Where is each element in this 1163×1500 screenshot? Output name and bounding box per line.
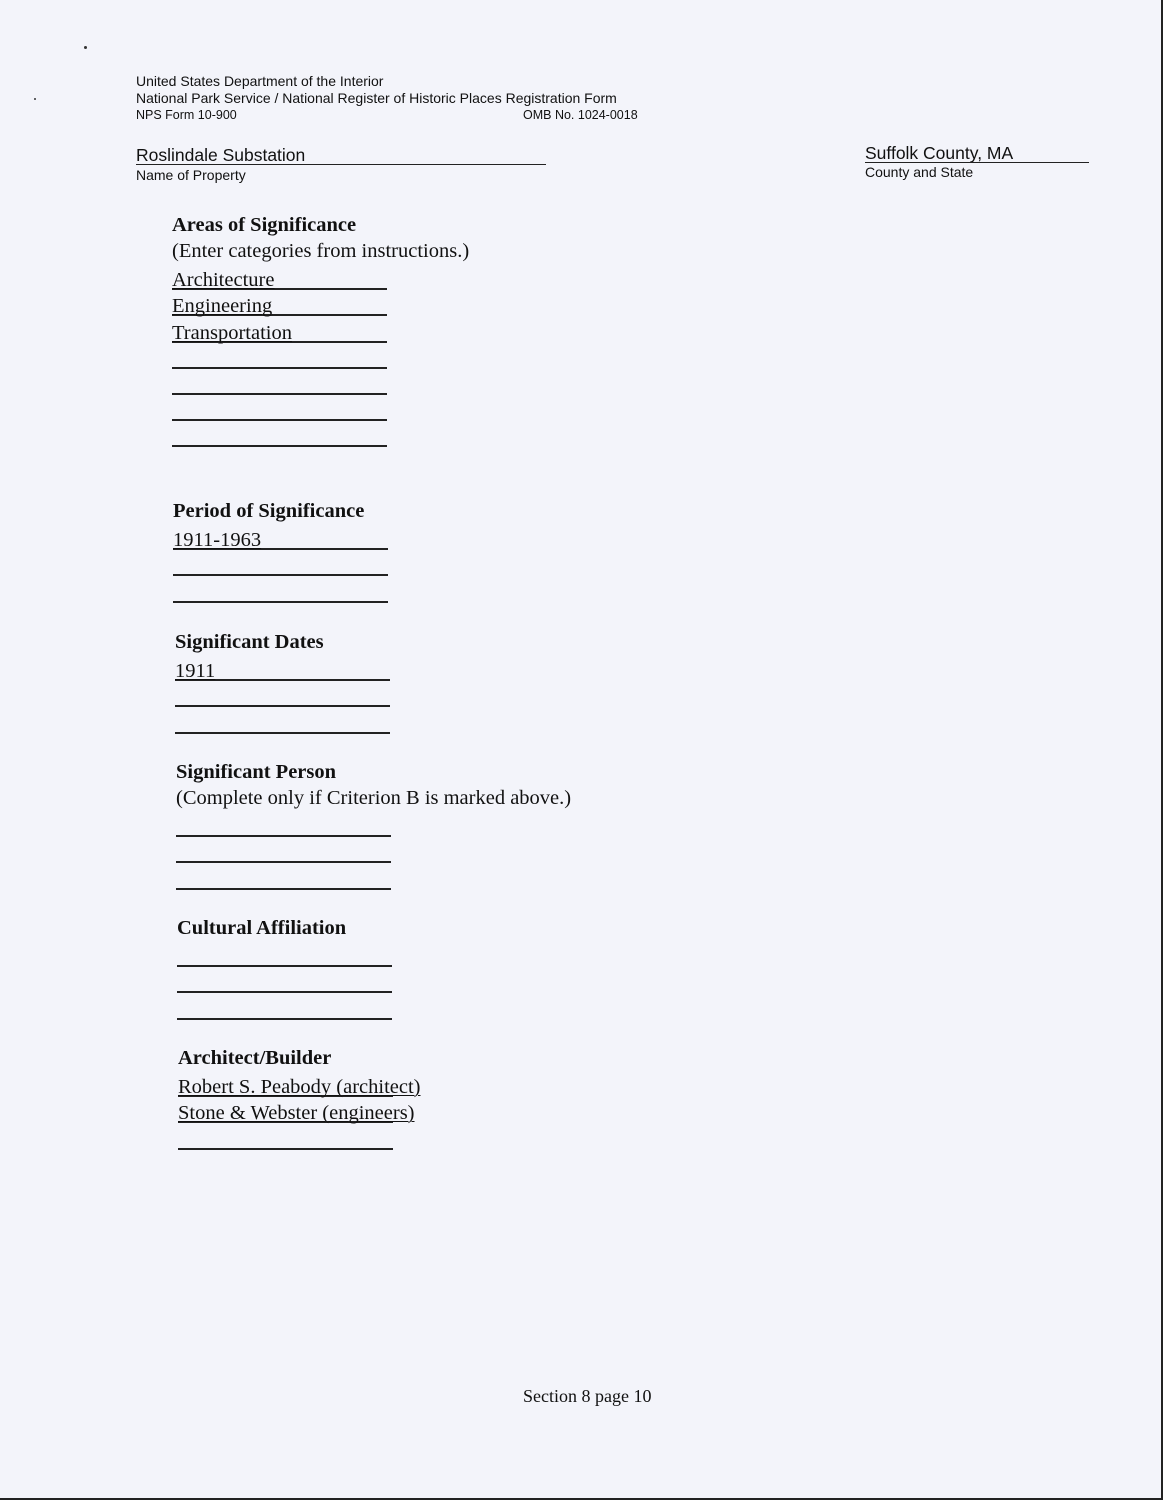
significant-person-section (176, 759, 571, 890)
cultural-title: Cultural Affiliation (177, 917, 347, 939)
person-entry (176, 837, 391, 863)
scan-speck (34, 98, 36, 100)
dates-title: Significant Dates (175, 631, 324, 653)
areas-of-significance-section (172, 212, 469, 447)
person-title: Significant Person (176, 761, 337, 783)
period-entry (173, 550, 388, 576)
property-name-caption: Name of Property (136, 167, 246, 183)
agency-line: United States Department of the Interior (136, 73, 384, 89)
areas-title: Areas of Significance (172, 214, 357, 236)
architect-entry: Stone & Webster (engineers) (178, 1097, 393, 1123)
dates-entry (175, 707, 390, 733)
period-title: Period of Significance (173, 500, 365, 522)
person-entry (176, 863, 391, 889)
county-state: Suffolk County, MA (865, 143, 1014, 163)
county-state-underline (865, 162, 1089, 163)
cultural-affiliation-section (177, 915, 392, 1020)
significant-dates-section (175, 629, 390, 734)
areas-entry (172, 343, 387, 369)
form-title-line: National Park Service / National Register of Historic Places Registration Form (136, 90, 617, 106)
architect-title: Architect/Builder (178, 1047, 332, 1069)
areas-entry: Engineering (172, 290, 387, 316)
scan-speck (84, 46, 87, 49)
dates-entry (175, 681, 390, 707)
architect-entry: Robert S. Peabody (architect) (178, 1071, 393, 1097)
period-of-significance-section (173, 498, 388, 603)
cultural-entry (177, 967, 392, 993)
county-state-caption: County and State (865, 164, 974, 180)
areas-entry: Transportation (172, 316, 387, 342)
page-footer: Section 8 page 10 (523, 1386, 652, 1406)
property-name: Roslindale Substation (136, 145, 306, 165)
architect-entry (178, 1123, 393, 1149)
person-entry (176, 811, 391, 837)
areas-entry (172, 421, 387, 447)
dates-entry: 1911 (175, 655, 390, 681)
property-name-underline (136, 164, 546, 165)
architect-builder-section (178, 1045, 421, 1150)
person-note: (Complete only if Criterion B is marked above.) (176, 787, 572, 809)
period-entry (173, 576, 388, 602)
areas-entry (172, 369, 387, 395)
areas-note: (Enter categories from instructions.) (172, 240, 470, 262)
areas-entry (172, 395, 387, 421)
period-entry: 1911-1963 (173, 524, 388, 550)
form-number: NPS Form 10-900 (136, 108, 237, 122)
omb-number: OMB No. 1024-0018 (523, 108, 638, 122)
cultural-entry (177, 993, 392, 1019)
cultural-entry (177, 941, 392, 967)
areas-entry: Architecture (172, 264, 387, 290)
